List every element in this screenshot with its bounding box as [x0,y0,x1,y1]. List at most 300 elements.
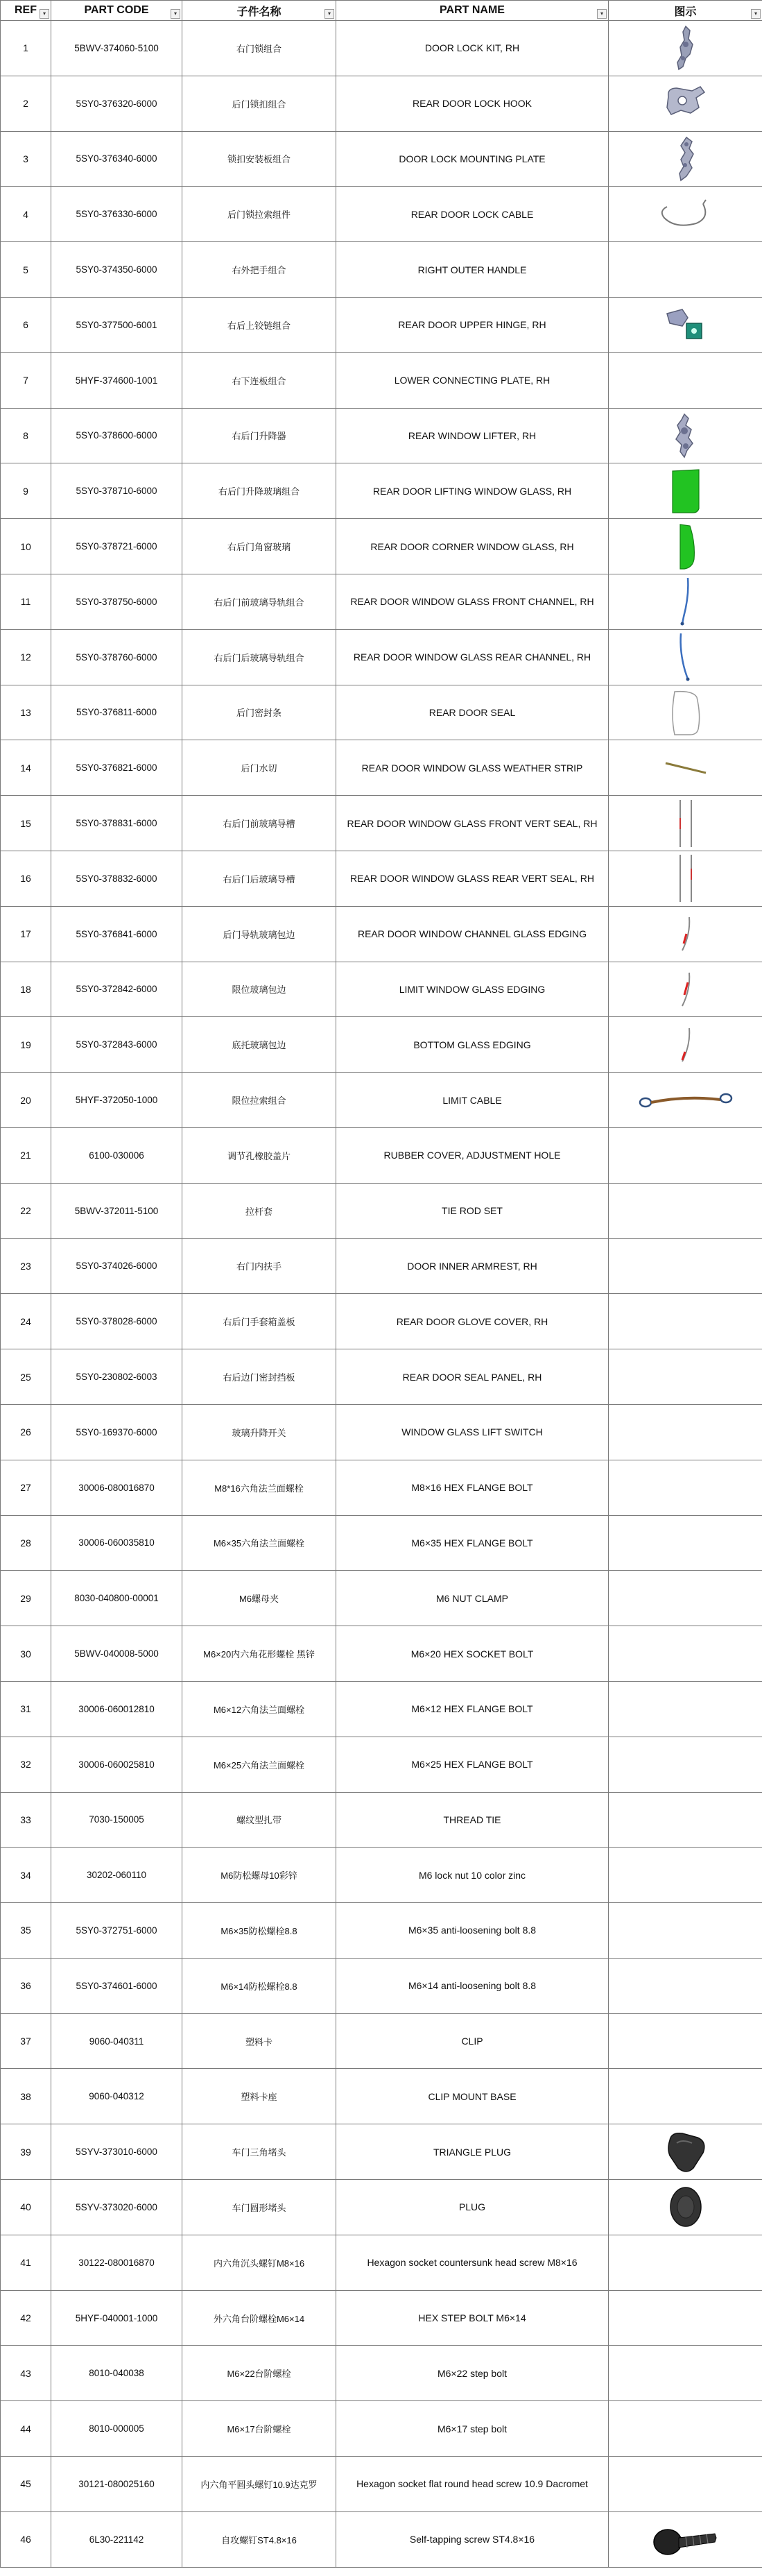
cn-name-cell: 塑料卡 [182,2013,336,2069]
part-code-cell: 8010-040038 [51,2346,182,2401]
ref-cell: 1 [1,21,51,76]
part-code-cell: 30202-060110 [51,1848,182,1903]
corner-glass-icon [609,522,762,572]
part-name-cell: Self-tapping screw ST4.8×16 [336,2511,609,2567]
cn-name-cell: 锁扣安装板组合 [182,131,336,187]
part-code-cell: 5SY0-169370-6000 [51,1404,182,1460]
part-name-cell: LIMIT CABLE [336,1073,609,1128]
part-name-cell: HEX STEP BOLT M6×14 [336,2290,609,2346]
part-name-cell: M6×12 HEX FLANGE BOLT [336,1681,609,1737]
part-code-cell: 30006-080016870 [51,1460,182,1515]
part-name-cell: DOOR LOCK KIT, RH [336,21,609,76]
table-row [1,187,762,242]
cn-name-cell: 内六角沉头螺钉M8×16 [182,2235,336,2290]
lock-hook-icon [609,83,762,124]
image-cell [609,2511,762,2567]
part-code-cell: 5HYF-372050-1000 [51,1073,182,1128]
part-code-cell: 5HYF-040001-1000 [51,2290,182,2346]
part-code-cell: 30122-080016870 [51,2235,182,2290]
part-name-cell: Hexagon socket countersunk head screw M8×16 [336,2235,609,2290]
table-row [1,629,762,685]
ref-cell: 19 [1,1017,51,1073]
table-row [1,2124,762,2180]
ref-cell: 9 [1,463,51,519]
upper-hinge-icon [609,304,762,346]
table-row [1,2511,762,2567]
header-part-name-label: PART NAME [440,4,505,16]
part-name-cell: REAR DOOR SEAL PANEL, RH [336,1349,609,1405]
ref-cell: 28 [1,1515,51,1571]
header-ref-label: REF [15,4,37,16]
cn-name-cell: 右后门角窗玻璃 [182,519,336,574]
table-row [1,297,762,352]
channel-edging-icon [609,913,762,955]
ref-cell: 45 [1,2457,51,2512]
part-name-cell: REAR DOOR GLOVE COVER, RH [336,1294,609,1349]
image-cell [609,187,762,242]
table-row [1,574,762,629]
image-cell [609,2235,762,2290]
front-channel-icon [609,575,762,628]
part-name-cell: M6×25 HEX FLANGE BOLT [336,1737,609,1792]
part-name-cell: REAR DOOR LIFTING WINDOW GLASS, RH [336,463,609,519]
part-code-cell: 5SY0-378710-6000 [51,463,182,519]
ref-cell: 24 [1,1294,51,1349]
table-row [1,131,762,187]
part-code-cell: 5SY0-378721-6000 [51,519,182,574]
ref-cell: 46 [1,2511,51,2567]
part-name-cell: REAR DOOR UPPER HINGE, RH [336,297,609,352]
ref-cell: 30 [1,1626,51,1682]
image-cell [609,1404,762,1460]
ref-cell: 39 [1,2124,51,2180]
ref-cell: 36 [1,1958,51,2013]
table-row [1,796,762,851]
part-name-cell: WINDOW GLASS LIFT SWITCH [336,1404,609,1460]
image-cell [609,851,762,906]
ref-cell: 13 [1,685,51,740]
part-name-cell: REAR DOOR CORNER WINDOW GLASS, RH [336,519,609,574]
table-row [1,1792,762,1848]
part-code-cell: 5SY0-376340-6000 [51,131,182,187]
cn-name-cell: 后门导轨玻璃包边 [182,906,336,962]
ref-cell: 20 [1,1073,51,1128]
image-cell [609,1349,762,1405]
table-row [1,1848,762,1903]
table-row [1,1294,762,1349]
part-code-cell: 5SY0-374350-6000 [51,242,182,298]
part-name-cell: REAR DOOR SEAL [336,685,609,740]
rear-channel-icon [609,631,762,683]
mounting-plate-icon [609,135,762,183]
ref-cell: 7 [1,352,51,408]
table-row [1,2069,762,2124]
header-image [609,1,762,21]
part-code-cell: 5SY0-376320-6000 [51,76,182,131]
cn-name-cell: 右后上铰链组合 [182,297,336,352]
ref-cell: 23 [1,1238,51,1294]
door-lock-kit-icon [609,24,762,72]
part-name-cell: DOOR LOCK MOUNTING PLATE [336,131,609,187]
table-row [1,1238,762,1294]
part-code-cell: 5SY0-376821-6000 [51,740,182,796]
image-cell [609,463,762,519]
table-row [1,519,762,574]
image-cell [609,629,762,685]
cn-name-cell: 限位玻璃包边 [182,962,336,1017]
part-code-cell: 30006-060012810 [51,1681,182,1737]
image-cell [609,2457,762,2512]
cn-name-cell: 塑料卡座 [182,2069,336,2124]
part-name-cell: REAR DOOR WINDOW GLASS REAR CHANNEL, RH [336,629,609,685]
filter-dropdown-icon[interactable]: ▾ [324,9,334,19]
cn-name-cell: M6×12六角法兰面螺栓 [182,1681,336,1737]
cn-name-cell: 右后门前玻璃导槽 [182,796,336,851]
cn-name-cell: M6×25六角法兰面螺栓 [182,1737,336,1792]
header-part-code-label: PART CODE [84,4,149,16]
ref-cell: 14 [1,740,51,796]
part-name-cell: REAR DOOR WINDOW GLASS WEATHER STRIP [336,740,609,796]
cn-name-cell: M8*16六角法兰面螺栓 [182,1460,336,1515]
table-row [1,408,762,463]
part-name-cell: M6×14 anti-loosening bolt 8.8 [336,1958,609,2013]
table-row [1,2457,762,2512]
ref-cell: 44 [1,2401,51,2457]
ref-cell: 34 [1,1848,51,1903]
table-row [1,76,762,131]
image-cell [609,1515,762,1571]
image-cell [609,2069,762,2124]
image-cell [609,1294,762,1349]
table-row [1,2235,762,2290]
part-name-cell: M6×17 step bolt [336,2401,609,2457]
part-name-cell: RUBBER COVER, ADJUSTMENT HOLE [336,1127,609,1183]
image-cell [609,1238,762,1294]
table-row [1,1460,762,1515]
cn-name-cell: M6防松螺母10彩锌 [182,1848,336,1903]
image-cell [609,297,762,352]
image-cell [609,242,762,298]
cn-name-cell: 后门密封条 [182,685,336,740]
table-row [1,1571,762,1626]
cn-name-cell: 右后门升降器 [182,408,336,463]
image-cell [609,1848,762,1903]
table-row [1,1404,762,1460]
ref-cell: 31 [1,1681,51,1737]
part-name-cell: RIGHT OUTER HANDLE [336,242,609,298]
table-row [1,2180,762,2235]
image-cell [609,1127,762,1183]
bottom-edging-icon [609,1024,762,1066]
ref-cell: 42 [1,2290,51,2346]
cn-name-cell: 后门锁扣组合 [182,76,336,131]
table-row [1,2013,762,2069]
part-code-cell: 5SY0-378600-6000 [51,408,182,463]
filter-dropdown-icon[interactable]: ▾ [751,9,761,19]
table-row [1,2290,762,2346]
part-code-cell: 8010-000005 [51,2401,182,2457]
table-row [1,906,762,962]
header-cn-name-label: 子件名称 [236,6,282,18]
lock-cable-icon [609,197,762,232]
rear-vert-seal-icon [609,852,762,905]
table-row [1,685,762,740]
part-name-cell: LOWER CONNECTING PLATE, RH [336,352,609,408]
cn-name-cell: 车门圆形堵头 [182,2180,336,2235]
part-code-cell: 7030-150005 [51,1792,182,1848]
image-cell [609,574,762,629]
part-name-cell: REAR DOOR WINDOW GLASS FRONT CHANNEL, RH [336,574,609,629]
cn-name-cell: 拉杆套 [182,1183,336,1238]
ref-cell: 26 [1,1404,51,1460]
cn-name-cell: 右后门前玻璃导轨组合 [182,574,336,629]
part-code-cell: 6L30-221142 [51,2511,182,2567]
table-row [1,2346,762,2401]
ref-cell: 41 [1,2235,51,2290]
image-cell [609,906,762,962]
image-cell [609,76,762,131]
header-row [1,1,762,21]
ref-cell: 12 [1,629,51,685]
cn-name-cell: M6×20内六角花形螺栓 黑锌 [182,1626,336,1682]
cn-name-cell: M6×14防松螺栓8.8 [182,1958,336,2013]
cn-name-cell: M6螺母夹 [182,1571,336,1626]
part-code-cell: 5SY0-376841-6000 [51,906,182,962]
ref-cell: 3 [1,131,51,187]
image-cell [609,2401,762,2457]
part-name-cell: TRIANGLE PLUG [336,2124,609,2180]
cn-name-cell: 玻璃升降开关 [182,1404,336,1460]
cn-name-cell: 外六角台阶螺栓M6×14 [182,2290,336,2346]
limit-cable-icon [609,1090,762,1111]
table-row [1,851,762,906]
ref-cell: 16 [1,851,51,906]
ref-cell: 35 [1,1903,51,1959]
ref-cell: 33 [1,1792,51,1848]
ref-cell: 43 [1,2346,51,2401]
part-code-cell: 6100-030006 [51,1127,182,1183]
part-code-cell: 5SY0-230802-6003 [51,1349,182,1405]
lifting-glass-icon [609,467,762,515]
ref-cell: 10 [1,519,51,574]
cn-name-cell: 后门水切 [182,740,336,796]
cn-name-cell: 限位拉索组合 [182,1073,336,1128]
header-part-code [51,1,182,21]
self-tapping-screw-icon [609,2518,762,2560]
image-cell [609,1571,762,1626]
part-code-cell: 5SY0-378750-6000 [51,574,182,629]
cn-name-cell: M6×17台阶螺栓 [182,2401,336,2457]
cn-name-cell: M6×22台阶螺栓 [182,2346,336,2401]
cn-name-cell: 调节孔橡胶盖片 [182,1127,336,1183]
ref-cell: 27 [1,1460,51,1515]
ref-cell: 38 [1,2069,51,2124]
table-row [1,1127,762,1183]
part-code-cell: 5SY0-372842-6000 [51,962,182,1017]
part-code-cell: 9060-040312 [51,2069,182,2124]
table-row [1,1349,762,1405]
table-row [1,1681,762,1737]
ref-cell: 22 [1,1183,51,1238]
part-name-cell: M6 NUT CLAMP [336,1571,609,1626]
image-cell [609,2180,762,2235]
header-cn-name [182,1,336,21]
cn-name-cell: 右后边门密封挡板 [182,1349,336,1405]
part-name-cell: M6×35 anti-loosening bolt 8.8 [336,1903,609,1959]
cn-name-cell: 右后门手套箱盖板 [182,1294,336,1349]
table-row [1,1515,762,1571]
part-code-cell: 5SY0-374026-6000 [51,1238,182,1294]
triangle-plug-icon [609,2128,762,2176]
filter-dropdown-icon[interactable]: ▾ [597,9,607,19]
ref-cell: 5 [1,242,51,298]
header-part-name [336,1,609,21]
table-row [1,1903,762,1959]
image-cell [609,740,762,796]
ref-cell: 4 [1,187,51,242]
part-name-cell: M6×35 HEX FLANGE BOLT [336,1515,609,1571]
table-row [1,962,762,1017]
cn-name-cell: 右门内扶手 [182,1238,336,1294]
ref-cell: 25 [1,1349,51,1405]
part-name-cell: REAR DOOR WINDOW GLASS REAR VERT SEAL, RH [336,851,609,906]
part-code-cell: 5BWV-372011-5100 [51,1183,182,1238]
cn-name-cell: 右门锁组合 [182,21,336,76]
ref-cell: 29 [1,1571,51,1626]
part-name-cell: CLIP [336,2013,609,2069]
table-row [1,463,762,519]
cn-name-cell: M6×35六角法兰面螺栓 [182,1515,336,1571]
part-name-cell: M6×20 HEX SOCKET BOLT [336,1626,609,1682]
part-name-cell: REAR DOOR WINDOW CHANNEL GLASS EDGING [336,906,609,962]
image-cell [609,131,762,187]
image-cell [609,408,762,463]
filter-dropdown-icon[interactable]: ▾ [171,9,180,19]
image-cell [609,2013,762,2069]
image-cell [609,796,762,851]
ref-cell: 2 [1,76,51,131]
table-row [1,1073,762,1128]
part-code-cell: 5SY0-378831-6000 [51,796,182,851]
table-row [1,740,762,796]
front-vert-seal-icon [609,797,762,850]
ref-cell: 17 [1,906,51,962]
part-code-cell: 30006-060025810 [51,1737,182,1792]
part-code-cell: 5SY0-377500-6001 [51,297,182,352]
header-ref [1,1,51,21]
image-cell [609,21,762,76]
part-code-cell: 5SY0-374601-6000 [51,1958,182,2013]
image-cell [609,1460,762,1515]
image-cell [609,1792,762,1848]
cn-name-cell: 右外把手组合 [182,242,336,298]
part-code-cell: 5SY0-378028-6000 [51,1294,182,1349]
part-name-cell: PLUG [336,2180,609,2235]
cn-name-cell: 内六角平圆头螺钉10.9达克罗 [182,2457,336,2512]
cn-name-cell: M6×35防松螺栓8.8 [182,1903,336,1959]
round-plug-icon [609,2183,762,2231]
cn-name-cell: 螺纹型扎带 [182,1792,336,1848]
part-code-cell: 30121-080025160 [51,2457,182,2512]
image-cell [609,352,762,408]
cn-name-cell: 右后门后玻璃导轨组合 [182,629,336,685]
table-row [1,2401,762,2457]
ref-cell: 18 [1,962,51,1017]
part-name-cell: Hexagon socket flat round head screw 10.9 Dacromet [336,2457,609,2512]
table-row [1,352,762,408]
image-cell [609,1183,762,1238]
image-cell [609,1073,762,1128]
ref-cell: 8 [1,408,51,463]
part-code-cell: 5SY0-378832-6000 [51,851,182,906]
image-cell [609,1017,762,1073]
table-row [1,242,762,298]
ref-cell: 6 [1,297,51,352]
part-code-cell: 5SY0-372751-6000 [51,1903,182,1959]
part-code-cell: 5BWV-040008-5000 [51,1626,182,1682]
table-row [1,1958,762,2013]
ref-cell: 21 [1,1127,51,1183]
part-name-cell: DOOR INNER ARMREST, RH [336,1238,609,1294]
part-code-cell: 5SYV-373020-6000 [51,2180,182,2235]
ref-cell: 40 [1,2180,51,2235]
image-cell [609,685,762,740]
header-image-label: 图示 [674,6,697,18]
part-code-cell: 8030-040800-00001 [51,1571,182,1626]
table-row [1,1626,762,1682]
image-cell [609,2346,762,2401]
filter-dropdown-icon[interactable]: ▾ [40,9,49,19]
part-code-cell: 9060-040311 [51,2013,182,2069]
ref-cell: 37 [1,2013,51,2069]
cn-name-cell: 底托玻璃包边 [182,1017,336,1073]
part-code-cell: 5SY0-378760-6000 [51,629,182,685]
part-name-cell: M8×16 HEX FLANGE BOLT [336,1460,609,1515]
cn-name-cell: 右后门后玻璃导槽 [182,851,336,906]
cn-name-cell: 右下连板组合 [182,352,336,408]
cn-name-cell: 右后门升降玻璃组合 [182,463,336,519]
part-name-cell: THREAD TIE [336,1792,609,1848]
image-cell [609,519,762,574]
ref-cell: 32 [1,1737,51,1792]
part-name-cell: CLIP MOUNT BASE [336,2069,609,2124]
image-cell [609,1958,762,2013]
part-name-cell: TIE ROD SET [336,1183,609,1238]
part-name-cell: REAR WINDOW LIFTER, RH [336,408,609,463]
part-name-cell: REAR DOOR LOCK HOOK [336,76,609,131]
table-row [1,1183,762,1238]
image-cell [609,2290,762,2346]
parts-table-body [1,21,762,2568]
part-name-cell: REAR DOOR LOCK CABLE [336,187,609,242]
part-code-cell: 5HYF-374600-1001 [51,352,182,408]
part-name-cell: M6×22 step bolt [336,2346,609,2401]
cn-name-cell: 自攻螺钉ST4.8×16 [182,2511,336,2567]
weather-strip-icon [609,758,762,778]
window-lifter-icon [609,411,762,460]
part-code-cell: 5SYV-373010-6000 [51,2124,182,2180]
part-code-cell: 30006-060035810 [51,1515,182,1571]
table-row [1,21,762,76]
part-code-cell: 5SY0-376811-6000 [51,685,182,740]
part-name-cell: M6 lock nut 10 color zinc [336,1848,609,1903]
image-cell [609,1681,762,1737]
part-code-cell: 5SY0-372843-6000 [51,1017,182,1073]
image-cell [609,1737,762,1792]
image-cell [609,962,762,1017]
ref-cell: 15 [1,796,51,851]
part-code-cell: 5BWV-374060-5100 [51,21,182,76]
